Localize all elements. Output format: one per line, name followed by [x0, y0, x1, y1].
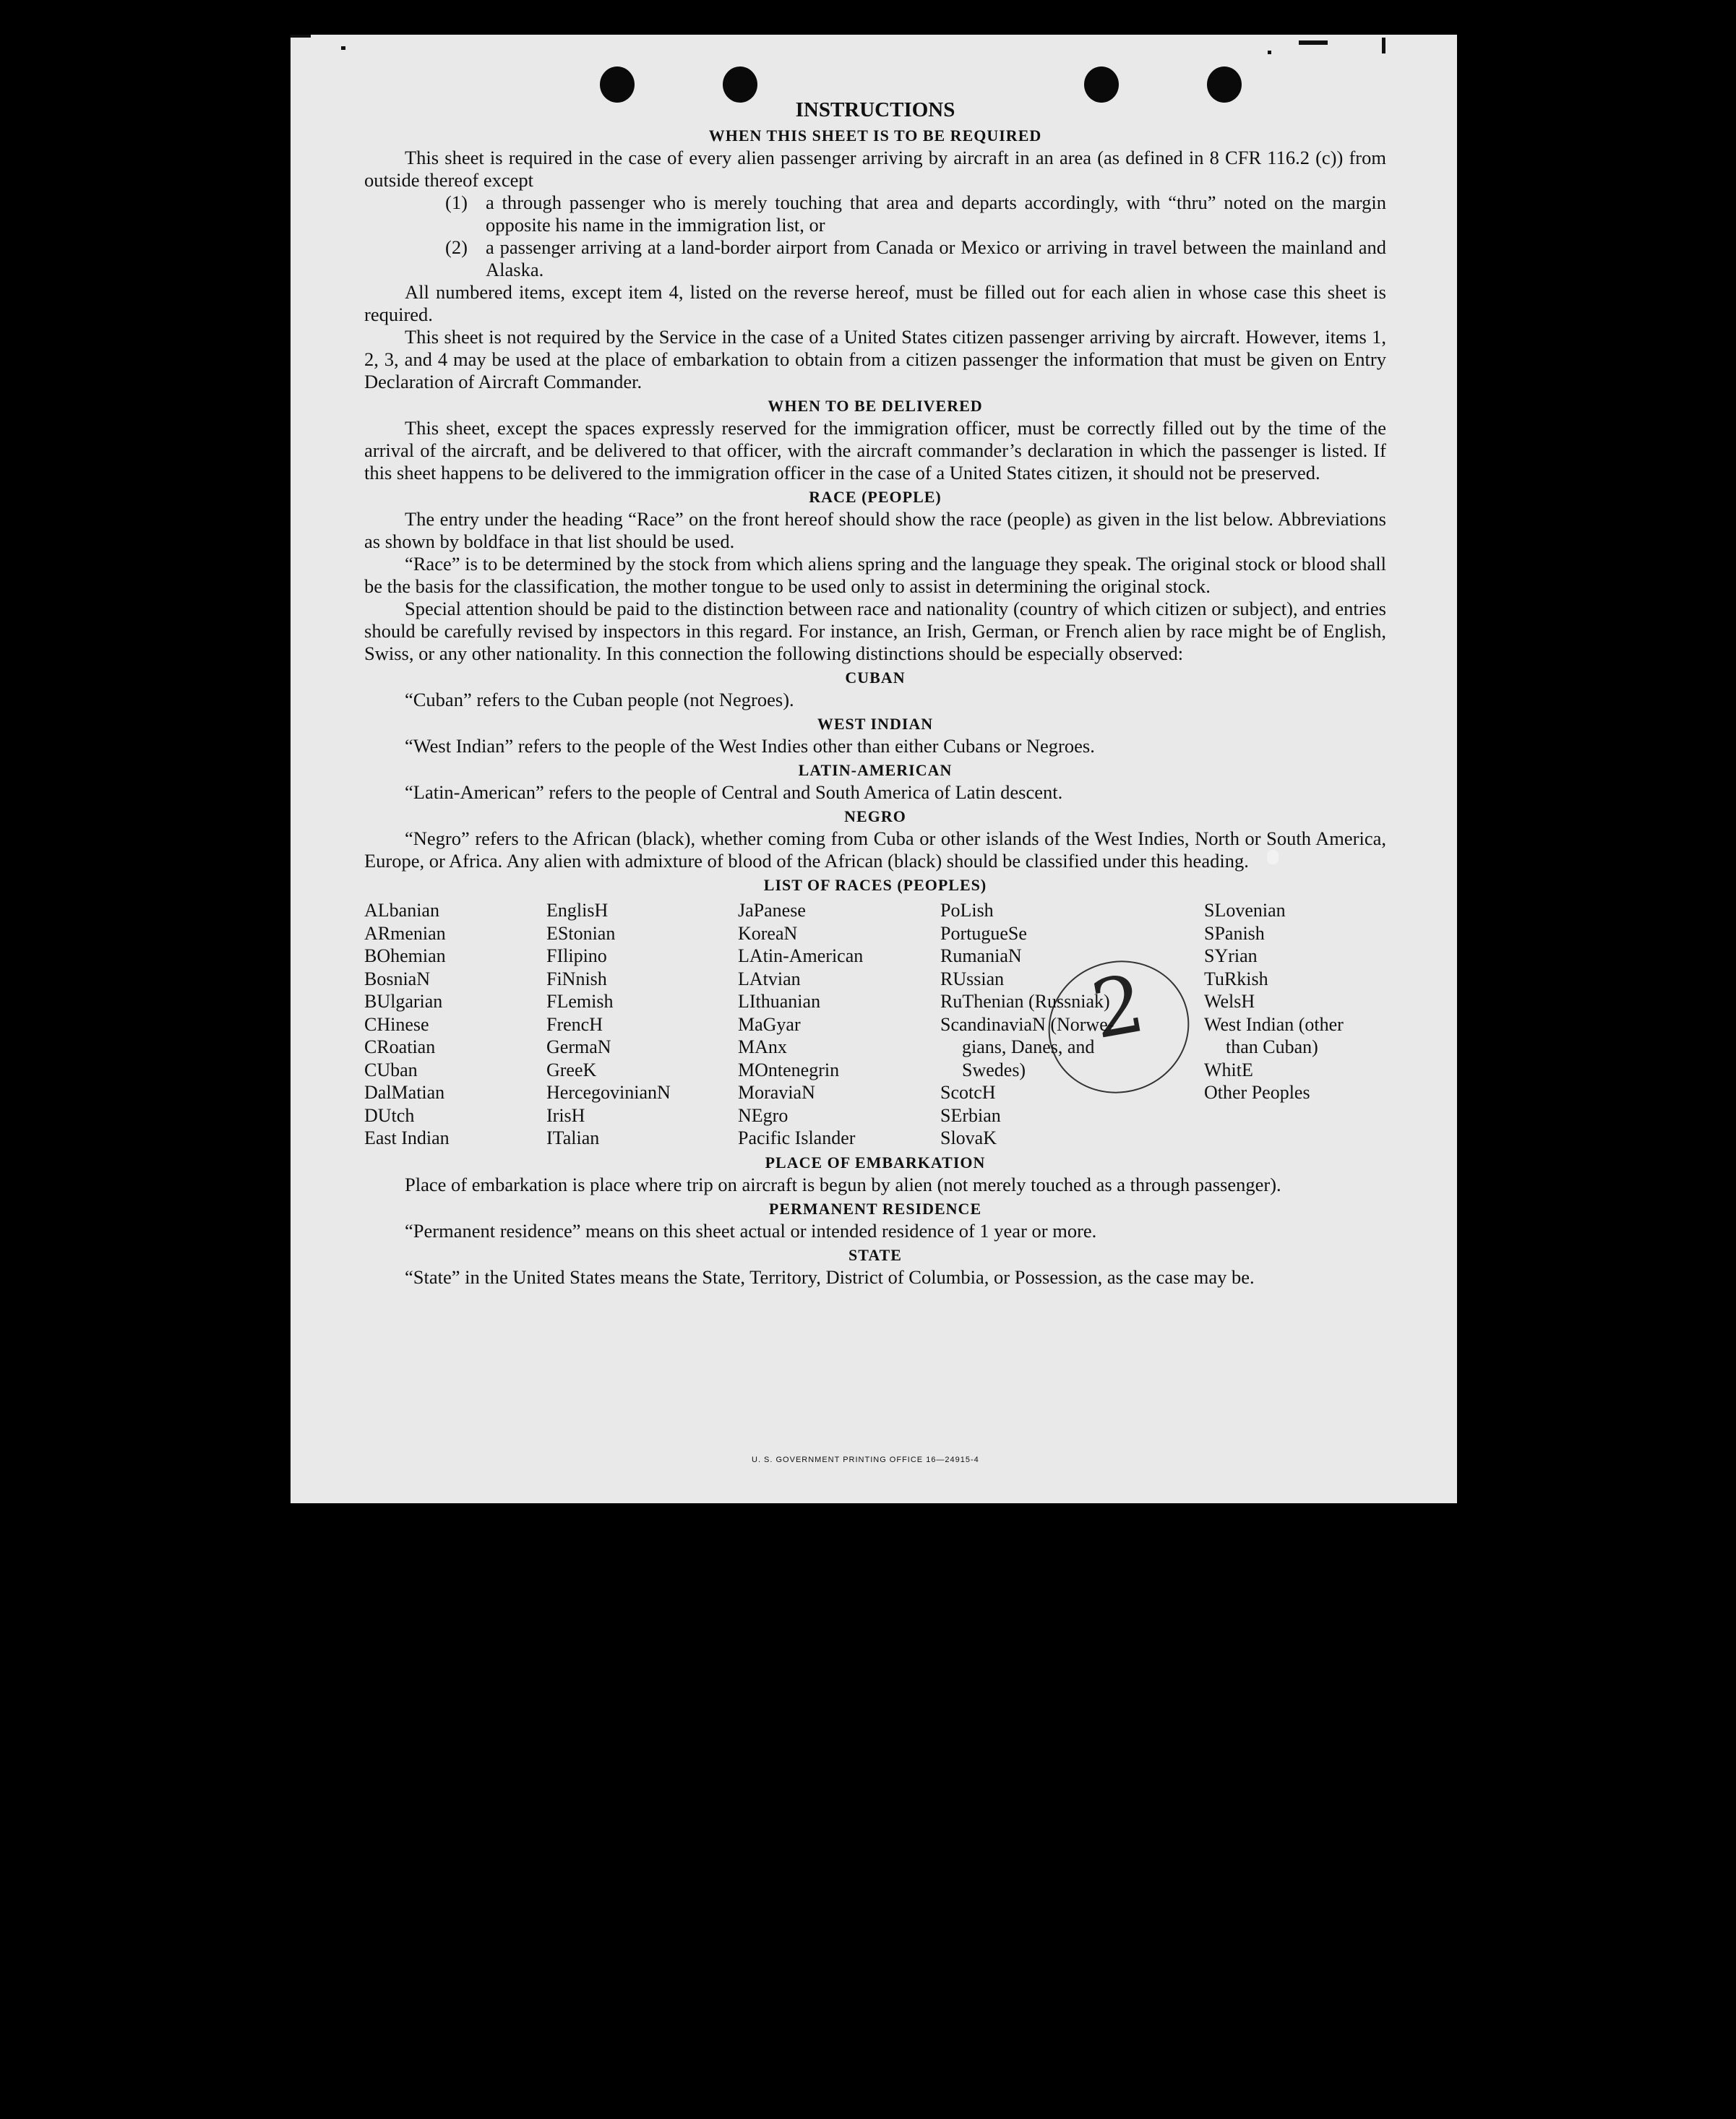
- race-item: KoreaN: [738, 922, 798, 944]
- race-item: NEgro: [738, 1104, 788, 1126]
- scan-speck: [291, 35, 311, 38]
- race-item: SYrian: [1204, 945, 1258, 966]
- section-heading: WHEN TO BE DELIVERED: [768, 397, 983, 415]
- race-item: RUssian: [940, 968, 1005, 989]
- race-list: [364, 899, 1386, 1150]
- paragraph: The entry under the heading “Race” on the front hereof should show the race (people) as given in the list below. Abbreviations as shown by boldface in that list should be used.: [364, 508, 1386, 552]
- list-item: [364, 236, 1386, 281]
- scan-speck: [1267, 850, 1279, 864]
- section-heading: LATIN-AMERICAN: [798, 761, 953, 779]
- section-heading: CUBAN: [845, 669, 906, 687]
- race-item: EnglisH: [546, 900, 609, 921]
- race-item: ScotcH: [940, 1082, 996, 1103]
- race-item: BUlgarian: [364, 991, 443, 1012]
- page-title: INSTRUCTIONS: [795, 98, 955, 121]
- list-item: [364, 192, 1386, 236]
- race-item: RumaniaN: [940, 945, 1022, 966]
- race-item: LIthuanian: [738, 991, 821, 1012]
- race-item: West Indian (other: [1204, 1013, 1344, 1035]
- item-text: a passenger arriving at a land-border airport from Canada or Mexico or arriving in travel between the mainland and Alaska.: [486, 236, 1386, 280]
- paragraph: All numbered items, except item 4, listed on the reverse hereof, must be filled out for each alien in whose case this sheet is required.: [364, 281, 1386, 325]
- race-item: FiNnish: [546, 968, 607, 989]
- item-number: (2): [445, 236, 468, 258]
- race-item: Swedes): [962, 1059, 1026, 1080]
- paragraph: “State” in the United States means the State, Territory, District of Columbia, or Possession, as the case may be.: [405, 1265, 1255, 1288]
- race-item: SlovaK: [940, 1127, 997, 1148]
- paragraph: This sheet is required in the case of every alien passenger arriving by aircraft in an area (as defined in 8 CFR 116.2 (c)) from outside thereof except: [364, 147, 1386, 191]
- race-item: ScandinaviaN (Norwe-: [940, 1013, 1114, 1035]
- handwritten-number: 2: [1085, 956, 1151, 1057]
- race-item: LAtvian: [738, 968, 801, 989]
- race-item: FIlipino: [546, 945, 607, 966]
- race-item: FLemish: [546, 991, 614, 1012]
- section-heading: NEGRO: [844, 807, 906, 825]
- race-item: MoraviaN: [738, 1082, 815, 1103]
- section-heading: PLACE OF EMBARKATION: [765, 1153, 986, 1172]
- race-item: SPanish: [1204, 922, 1265, 944]
- race-item: EStonian: [546, 922, 616, 944]
- race-item: than Cuban): [1226, 1036, 1318, 1057]
- paragraph: “Permanent residence” means on this sheet actual or intended residence of 1 year or more.: [405, 1219, 1097, 1242]
- paragraph: “Cuban” refers to the Cuban people (not Negroes).: [405, 689, 794, 710]
- item-number: (1): [445, 192, 468, 213]
- race-item: SLovenian: [1204, 900, 1286, 921]
- race-item: DalMatian: [364, 1082, 445, 1103]
- race-item: FrencH: [546, 1013, 603, 1035]
- item-text: a through passenger who is merely touching that area and departs accordingly, with “thru” noted on the margin opposite his name in the immigration list, or: [486, 192, 1386, 236]
- race-item: CUban: [364, 1059, 418, 1080]
- race-column: [940, 899, 1204, 1150]
- race-column: [546, 899, 738, 1150]
- race-item: MOntenegrin: [738, 1059, 840, 1080]
- race-item: GermaN: [546, 1036, 611, 1057]
- race-item: MaGyar: [738, 1013, 801, 1035]
- section-heading: LIST OF RACES (PEOPLES): [763, 876, 987, 894]
- race-item: JaPanese: [738, 900, 806, 921]
- race-item: ARmenian: [364, 922, 446, 944]
- race-item: LAtin-American: [738, 945, 864, 966]
- race-item: SErbian: [940, 1104, 1001, 1126]
- race-item: HercegovinianN: [546, 1082, 671, 1103]
- section-heading: PERMANENT RESIDENCE: [768, 1199, 982, 1218]
- scan-speck: [341, 46, 345, 50]
- race-item: East Indian: [364, 1127, 450, 1148]
- race-item: GreeK: [546, 1059, 597, 1080]
- race-item: ITalian: [546, 1127, 600, 1148]
- race-item: IrisH: [546, 1104, 585, 1126]
- race-item: CRoatian: [364, 1036, 436, 1057]
- race-column: [1204, 899, 1386, 1150]
- paragraph: “Race” is to be determined by the stock from which aliens spring and the language they speak. The original stock or blood shall be the basis for the classification, the mother tongue to be used only to assist in determining the original stock.: [364, 553, 1386, 597]
- race-column: [738, 899, 940, 1150]
- instructions-body: [364, 97, 1386, 1289]
- race-item: RuThenian (Russniak): [940, 991, 1110, 1012]
- race-item: Other Peoples: [1204, 1082, 1310, 1103]
- paragraph: This sheet, except the spaces expressly reserved for the immigration officer, must be correctly filled out by the time of the arrival of the aircraft, and be delivered to that officer, with the aircraft commander’s declaration in which the passenger is listed. If this sheet happens to be delivered to the immigration officer in the case of a United States citizen, it should not be preserved.: [364, 417, 1386, 483]
- race-item: MAnx: [738, 1036, 787, 1057]
- paragraph: “Latin-American” refers to the people of Central and South America of Latin descent.: [405, 781, 1063, 803]
- race-item: Pacific Islander: [738, 1127, 856, 1148]
- scan-speck: [1382, 38, 1385, 53]
- paragraph: Special attention should be paid to the distinction between race and nationality (country of which citizen or subject), and entries should be carefully revised by inspectors in this regard. For instance, an Irish, German, or French alien by race might be of English, Swiss, or any other nationality. In this connection the following distinctions should be especially observed:: [364, 598, 1386, 664]
- race-item: BOhemian: [364, 945, 446, 966]
- paragraph: “West Indian” refers to the people of the West Indies other than either Cubans or Negroes.: [405, 735, 1095, 757]
- race-item: WelsH: [1204, 991, 1255, 1012]
- race-item: DUtch: [364, 1104, 415, 1126]
- paragraph: This sheet is not required by the Service in the case of a United States citizen passenger arriving by aircraft. However, items 1, 2, 3, and 4 may be used at the place of embarkation to obtain from a citizen passenger the information that must be given on Entry Declaration of Aircraft Commander.: [364, 326, 1386, 392]
- document-page: [291, 35, 1457, 1503]
- race-item: ALbanian: [364, 900, 439, 921]
- paragraph: Place of embarkation is place where trip on aircraft is begun by alien (not merely touched as a through passenger).: [405, 1173, 1281, 1195]
- scan-speck: [1268, 51, 1271, 54]
- race-item: CHinese: [364, 1013, 429, 1035]
- race-item: PoLish: [940, 900, 994, 921]
- section-heading: STATE: [848, 1245, 902, 1264]
- paragraph: “Negro” refers to the African (black), whether coming from Cuba or other islands of the West Indies, North or South America, Europe, or Africa. Any alien with admixture of blood of the African (black) should be classified under this heading.: [364, 828, 1386, 872]
- section-heading: WEST INDIAN: [817, 715, 934, 733]
- race-item: gians, Danes, and: [962, 1036, 1095, 1057]
- race-item: WhitE: [1204, 1059, 1253, 1080]
- section-heading: WHEN THIS SHEET IS TO BE REQUIRED: [708, 126, 1042, 145]
- race-item: TuRkish: [1204, 968, 1268, 989]
- section-heading: RACE (PEOPLE): [809, 488, 942, 506]
- race-item: PortugueSe: [940, 922, 1027, 944]
- race-column: [364, 899, 546, 1150]
- race-item: BosniaN: [364, 968, 430, 989]
- scan-speck: [1299, 40, 1328, 45]
- printer-imprint: U. S. GOVERNMENT PRINTING OFFICE 16—24915-4: [752, 1456, 979, 1464]
